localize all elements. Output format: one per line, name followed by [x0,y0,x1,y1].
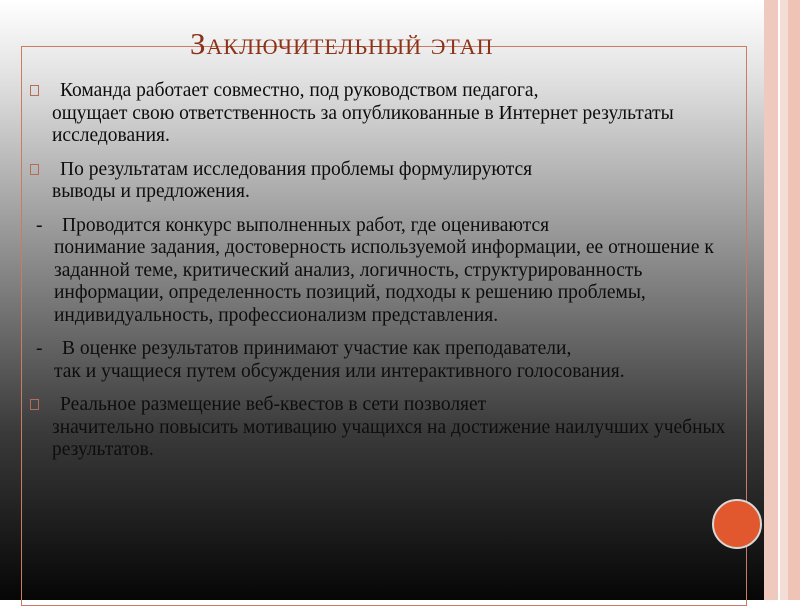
bullet-text: Команда работает совместно, под руководством педагога, [60,80,539,101]
decorative-stripe [764,0,778,600]
bullet-text: Реальное размещение веб-квестов в сети позволяет [60,394,487,415]
bullet-text: значительно повысить мотивацию учащихся на достижение наилучших учебных результатов. [52,416,726,460]
dash-marker: - [36,214,43,236]
empty-square-icon [30,399,39,410]
bullet-text: ощущает свою ответственность за опубликованные в Интернет результаты исследования. [52,102,674,146]
dash-text: так и учащиеся путем обсуждения или интерактивного голосования. [54,360,625,382]
bullet-text: выводы и предложения. [52,181,250,202]
bullet-item [24,159,742,204]
dash-item [24,215,742,328]
dash-text: понимание задания, достоверность используемой информации, ее отношение к заданной теме, критический анализ, логичность, структурированность информации, определенность позиций, подходы к решению проблемы, индивидуальность, профессионализм представления. [54,237,714,326]
bullet-item [24,80,742,148]
slide-content [24,80,742,473]
decorative-orange-circle [712,499,762,549]
dash-text: Проводится конкурс выполненных работ, где оцениваются [62,214,550,236]
dash-item [24,338,742,383]
decorative-stripe [780,0,788,600]
slide-title: Заключительный этап [190,26,494,61]
dash-marker: - [36,338,43,359]
empty-square-icon [30,164,39,175]
decorative-stripe [788,0,800,600]
empty-square-icon [30,85,39,96]
bullet-item [24,394,742,462]
bullet-text: По результатам исследования проблемы формулируются [60,158,533,180]
dash-text: В оценке результатов принимают участие как преподаватели, [62,338,572,359]
